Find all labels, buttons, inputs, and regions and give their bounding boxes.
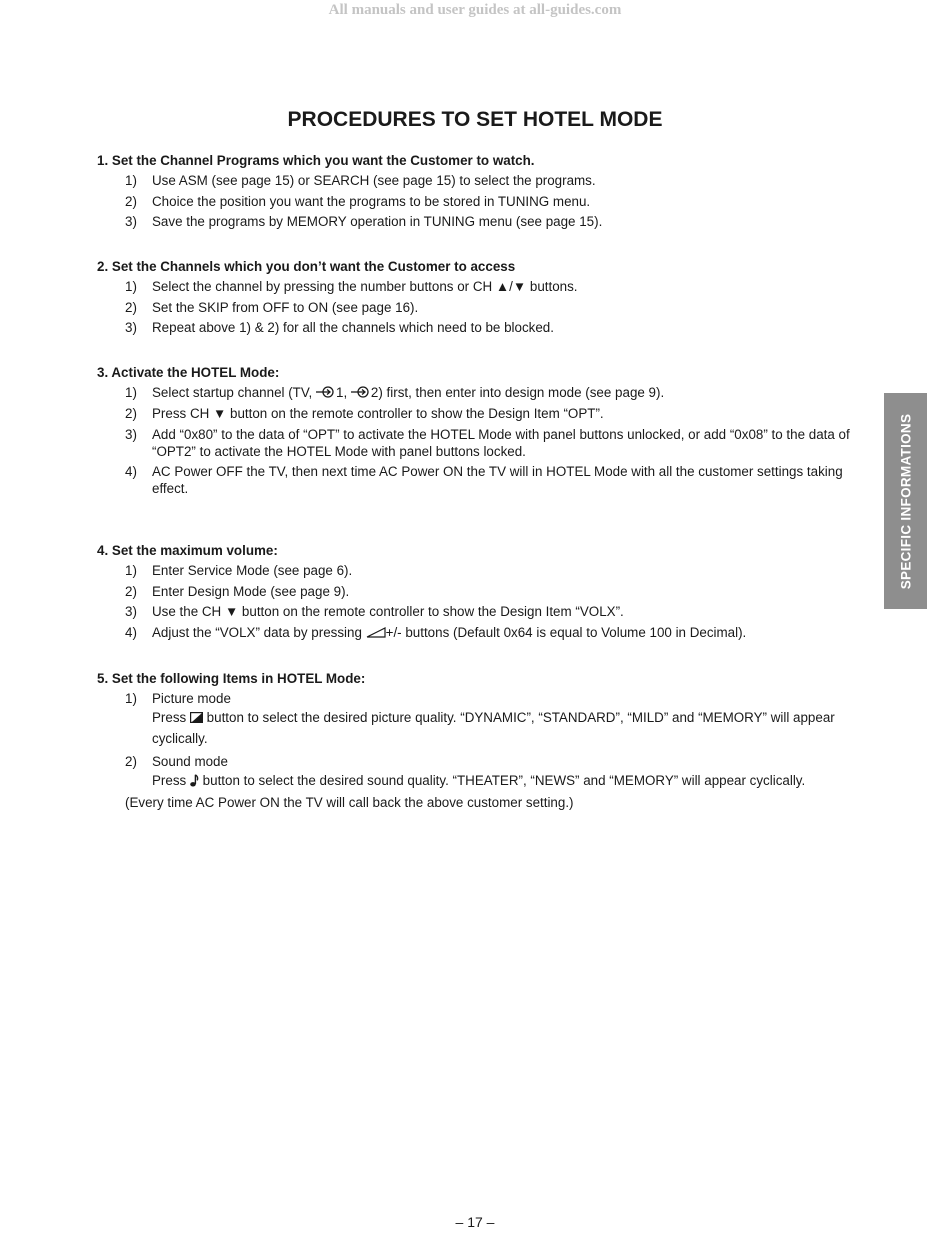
step-text-part: button to select the desired picture quality. “DYNAMIC”, “STANDARD”, “MILD” and “MEMORY” will appear cyclically. bbox=[152, 709, 835, 746]
step-number: 3) bbox=[125, 320, 137, 336]
step-text: Set the SKIP from OFF to ON (see page 16). bbox=[152, 299, 419, 315]
volume-icon bbox=[366, 627, 386, 638]
step-number: 3) bbox=[125, 604, 137, 620]
step-text: Save the programs by MEMORY operation in TUNING menu (see page 15). bbox=[152, 214, 603, 230]
section-channel-programs bbox=[97, 152, 857, 230]
step-text: Repeat above 1) & 2) for all the channels which need to be blocked. bbox=[152, 320, 554, 336]
step-text-part: button on the remote controller to show the Design Item “OPT”. bbox=[226, 405, 604, 421]
step-number: 3) bbox=[125, 214, 137, 230]
step-number: 1) bbox=[125, 385, 137, 401]
section-hotel-mode-items bbox=[97, 670, 857, 811]
step-number: 2) bbox=[125, 583, 137, 599]
step-number: 1) bbox=[125, 690, 137, 706]
separator: / bbox=[509, 279, 513, 295]
section-heading: 3. Activate the HOTEL Mode: bbox=[97, 365, 280, 381]
list-item bbox=[97, 319, 857, 336]
step-text bbox=[152, 624, 857, 641]
step-label: Picture mode bbox=[152, 690, 231, 706]
side-tab-label: SPECIFIC INFORMATIONS bbox=[898, 413, 913, 589]
section-heading: 2. Set the Channels which you don’t want the Customer to access bbox=[97, 259, 516, 275]
step-text-part: Select the channel by pressing the number buttons or CH bbox=[152, 279, 496, 295]
triangle-down-icon: ▼ bbox=[512, 279, 527, 295]
page-number: – 17 – bbox=[455, 1214, 495, 1230]
step-text: Use ASM (see page 15) or SEARCH (see page 15) to select the programs. bbox=[152, 173, 596, 188]
input-source-icon bbox=[351, 386, 371, 398]
step-number: 2) bbox=[125, 299, 137, 315]
step-number: 4) bbox=[125, 624, 137, 640]
step-number: 1) bbox=[125, 279, 137, 295]
step-text-part: 1, bbox=[336, 385, 351, 401]
list-item bbox=[97, 278, 857, 295]
step-number: 4) bbox=[125, 464, 137, 480]
list-item bbox=[97, 603, 857, 620]
step-number: 2) bbox=[125, 405, 137, 421]
step-text: Enter Design Mode (see page 9). bbox=[152, 583, 350, 599]
step-text: Enter Service Mode (see page 6). bbox=[152, 563, 353, 579]
page-title: PROCEDURES TO SET HOTEL MODE bbox=[287, 108, 663, 131]
list-item bbox=[97, 384, 857, 401]
step-text: Add “0x80” to the data of “OPT” to activate the HOTEL Mode with panel buttons unlocked, or add “0x08” to the data of “OPT2” to activate the HOTEL Mode with panel buttons locked. bbox=[152, 426, 850, 459]
section-heading: 1. Set the Channel Programs which you want the Customer to watch. bbox=[97, 153, 535, 168]
step-text-part: Press bbox=[152, 772, 190, 788]
step-list bbox=[97, 384, 857, 497]
step-number: 3) bbox=[125, 426, 137, 442]
step-detail bbox=[152, 707, 857, 749]
triangle-up-icon: ▲ bbox=[495, 279, 510, 295]
step-list bbox=[97, 562, 857, 641]
step-list bbox=[97, 278, 857, 336]
list-item bbox=[97, 753, 857, 791]
triangle-down-icon: ▼ bbox=[213, 405, 227, 421]
list-item bbox=[97, 193, 857, 210]
list-item bbox=[97, 426, 857, 460]
section-heading: 4. Set the maximum volume: bbox=[97, 543, 278, 559]
list-item bbox=[97, 690, 857, 749]
section-maximum-volume bbox=[97, 542, 857, 641]
step-text bbox=[152, 384, 857, 401]
step-text bbox=[152, 405, 857, 422]
step-text-part: Use the CH bbox=[152, 604, 225, 620]
step-number: 2) bbox=[125, 193, 137, 209]
step-text-part: button on the remote controller to show the Design Item “VOLX”. bbox=[238, 604, 624, 620]
step-text: AC Power OFF the TV, then next time AC Power ON the TV will in HOTEL Mode with all the customer settings taking effect. bbox=[152, 464, 843, 497]
step-detail bbox=[152, 770, 857, 791]
list-item bbox=[97, 299, 857, 316]
section-activate-hotel-mode bbox=[97, 364, 857, 497]
triangle-down-icon: ▼ bbox=[224, 604, 239, 620]
picture-mode-icon bbox=[190, 712, 203, 723]
list-item bbox=[97, 405, 857, 422]
step-number: 1) bbox=[125, 563, 137, 579]
music-note-icon bbox=[190, 774, 199, 787]
step-text-part: Adjust the “VOLX” data by pressing bbox=[152, 624, 366, 640]
list-item bbox=[97, 562, 857, 579]
section-blocked-channels bbox=[97, 258, 857, 336]
step-text-part: Select startup channel (TV, bbox=[152, 385, 317, 401]
step-list bbox=[97, 690, 857, 791]
step-text-part: +/- buttons (Default 0x64 is equal to Volume 100 in Decimal). bbox=[385, 624, 747, 640]
step-text: Choice the position you want the programs to be stored in TUNING menu. bbox=[152, 193, 591, 209]
step-label: Sound mode bbox=[152, 753, 228, 769]
step-text bbox=[152, 278, 857, 295]
list-item bbox=[97, 624, 857, 641]
step-number: 2) bbox=[125, 753, 137, 769]
step-text-part: buttons. bbox=[526, 279, 578, 295]
procedure-content bbox=[97, 152, 857, 811]
footnote: (Every time AC Power ON the TV will call back the above customer setting.) bbox=[125, 795, 574, 811]
step-text-part: 2) first, then enter into design mode (see page 9). bbox=[370, 385, 665, 401]
step-number: 1) bbox=[125, 173, 137, 188]
step-text bbox=[152, 603, 857, 620]
list-item bbox=[97, 213, 857, 230]
list-item bbox=[97, 583, 857, 600]
section-heading: 5. Set the following Items in HOTEL Mode: bbox=[97, 670, 366, 686]
input-source-icon bbox=[316, 386, 336, 398]
list-item bbox=[97, 463, 857, 497]
list-item bbox=[97, 172, 857, 189]
step-text-part: Press CH bbox=[152, 405, 214, 421]
watermark: All manuals and user guides at all-guides.com bbox=[328, 2, 622, 18]
step-text-part: button to select the desired sound quality. “THEATER”, “NEWS” and “MEMORY” will appear cyclically. bbox=[198, 772, 806, 788]
side-tab bbox=[884, 393, 927, 609]
step-list bbox=[97, 172, 857, 230]
step-text-part: Press bbox=[152, 709, 190, 725]
